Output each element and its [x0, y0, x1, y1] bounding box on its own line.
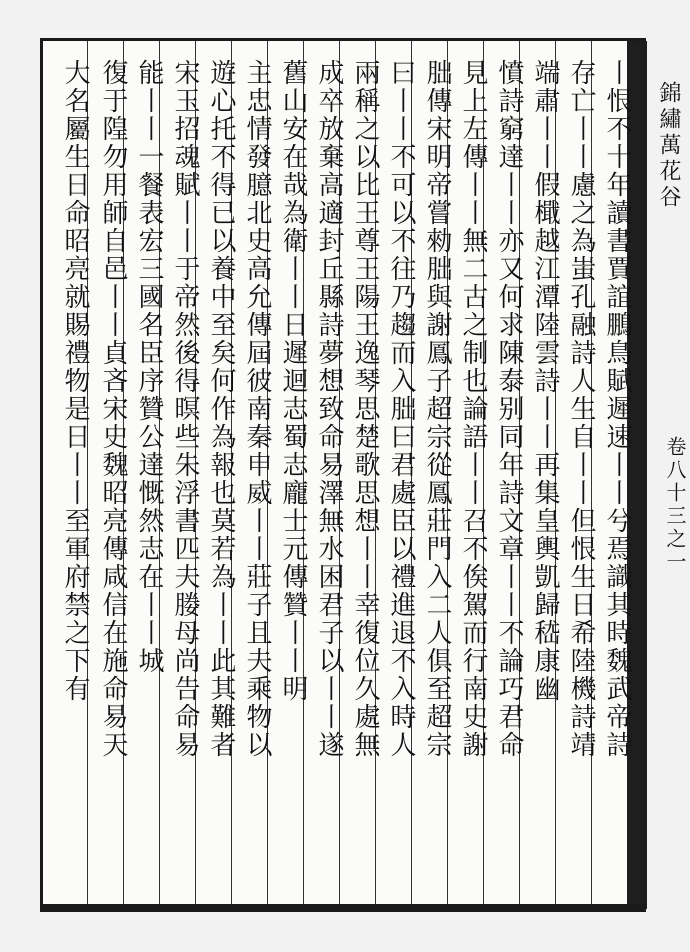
text-column-16: 大名屬生日命昭亮就賜禮物是日丨丨至軍府禁之下有	[60, 59, 90, 703]
text-column-4: 憤詩窮達丨丨亦又何求陳泰别同年詩文章丨丨不論巧君命	[494, 59, 524, 759]
text-column-7: 曰丨丨不可以不往乃趨而入朏曰君處臣以禮進退不入時人	[386, 59, 416, 759]
text-column-5: 見上左傳丨丨無二古之制也論語丨丨召不俟駕而行南史謝	[458, 59, 488, 759]
page-bottom-edge	[40, 904, 646, 912]
text-column-13: 宋玉招魂賦丨丨于帝然後得暝些朱浮書匹夫媵母尚告命易	[170, 59, 200, 759]
document-page	[40, 38, 687, 912]
text-column-2: 存亡丨丨慮之為蚩孔融詩人生自丨丨但恨生日希陸機詩靖	[566, 59, 596, 759]
text-column-14: 能丨丨一餐表宏三國名臣序贊公達慨然志在丨丨城	[134, 59, 164, 675]
text-column-1: 丨恨不十年讀書賈誼鵬鳥賦遲速丨丨兮焉識其時魏武帝詩	[602, 59, 632, 759]
text-column-15: 復于隍勿用師自邑丨丨貞吝宋史魏昭亮傳咸信在施命易天	[98, 59, 128, 759]
margin-volume: 卷八十三之一	[663, 436, 687, 574]
text-column-11: 主忠情發臆北史高允傳屆彼南秦申威丨丨莊子且夫乘物以	[242, 59, 272, 759]
text-column-10: 舊山安在哉為衛丨丨日遲迴志蜀志龐士元傳贊丨丨明	[278, 59, 308, 703]
text-column-8: 兩稱之以比王尊王陽王逸琴思楚歌思想丨丨幸復位久處無	[350, 59, 380, 759]
margin-title: 錦繡萬花谷	[656, 81, 681, 211]
text-column-6: 朏傳宋明帝嘗勑朏與謝鳳子超宗從鳳莊門入二人俱至超宗	[422, 59, 452, 759]
text-column-9: 成卒放棄高適封丘縣詩夢想致命易澤無水困君子以丨丨遂	[314, 59, 344, 759]
text-column-12: 遊心托不得已以養中至矣何作為報也莫若為丨丨此其難者	[206, 59, 236, 759]
text-column-3: 端肅丨丨假檝越江潭陸雲詩丨丨再集皇輿凱歸嵇康幽	[530, 59, 560, 703]
